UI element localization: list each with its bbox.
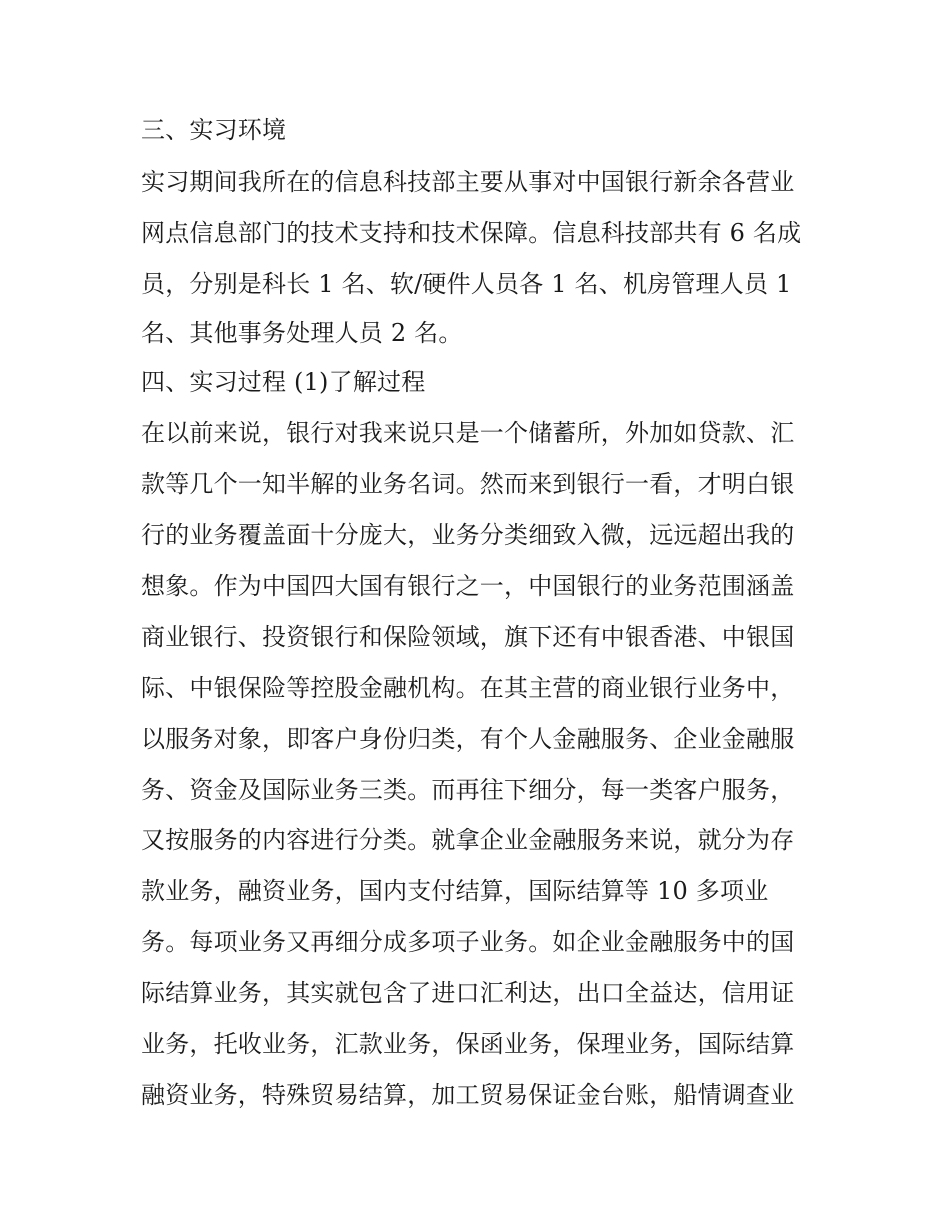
text-line: 以服务对象，即客户身份归类，有个人金融服务、企业金融服 [141,725,795,753]
text-line: 在以前来说，银行对我来说只是一个储蓄所，外加如贷款、汇 [141,419,795,447]
text-line: 款等几个一知半解的业务名词。然而来到银行一看，才明白银 [141,470,795,498]
text-line: 务。每项业务又再细分成多项子业务。如企业金融服务中的国 [141,928,795,956]
section-heading-process: 四、实习过程 (1)了解过程 [141,368,426,396]
text-line: 网点信息部门的技术支持和技术保障。信息科技部共有 6 名成 [141,219,802,247]
text-line: 际结算业务，其实就包含了进口汇利达，出口全益达，信用证 [141,979,795,1007]
text-line: 务、资金及国际业务三类。而再往下细分，每一类客户服务， [141,776,795,804]
text-line: 款业务，融资业务，国内支付结算，国际结算等 10 多项业 [141,877,769,905]
text-line: 融资业务，特殊贸易结算，加工贸易保证金台账，船情调查业 [141,1081,795,1109]
section-heading-environment: 三、实习环境 [141,116,287,144]
text-line: 实习期间我所在的信息科技部主要从事对中国银行新余各营业 [141,168,795,196]
text-line: 商业银行、投资银行和保险领域，旗下还有中银香港、中银国 [141,623,795,651]
text-line: 又按服务的内容进行分类。就拿企业金融服务来说，就分为存 [141,826,795,854]
text-line: 名、其他事务处理人员 2 名。 [141,319,463,347]
text-line: 想象。作为中国四大国有银行之一，中国银行的业务范围涵盖 [141,572,795,600]
text-line: 行的业务覆盖面十分庞大，业务分类细致入微，远远超出我的 [141,521,795,549]
text-line: 员，分别是科长 1 名、软/硬件人员各 1 名、机房管理人员 1 [141,270,792,298]
text-line: 业务，托收业务，汇款业务，保函业务，保理业务，国际结算 [141,1030,795,1058]
text-line: 际、中银保险等控股金融机构。在其主营的商业银行业务中， [141,674,795,702]
